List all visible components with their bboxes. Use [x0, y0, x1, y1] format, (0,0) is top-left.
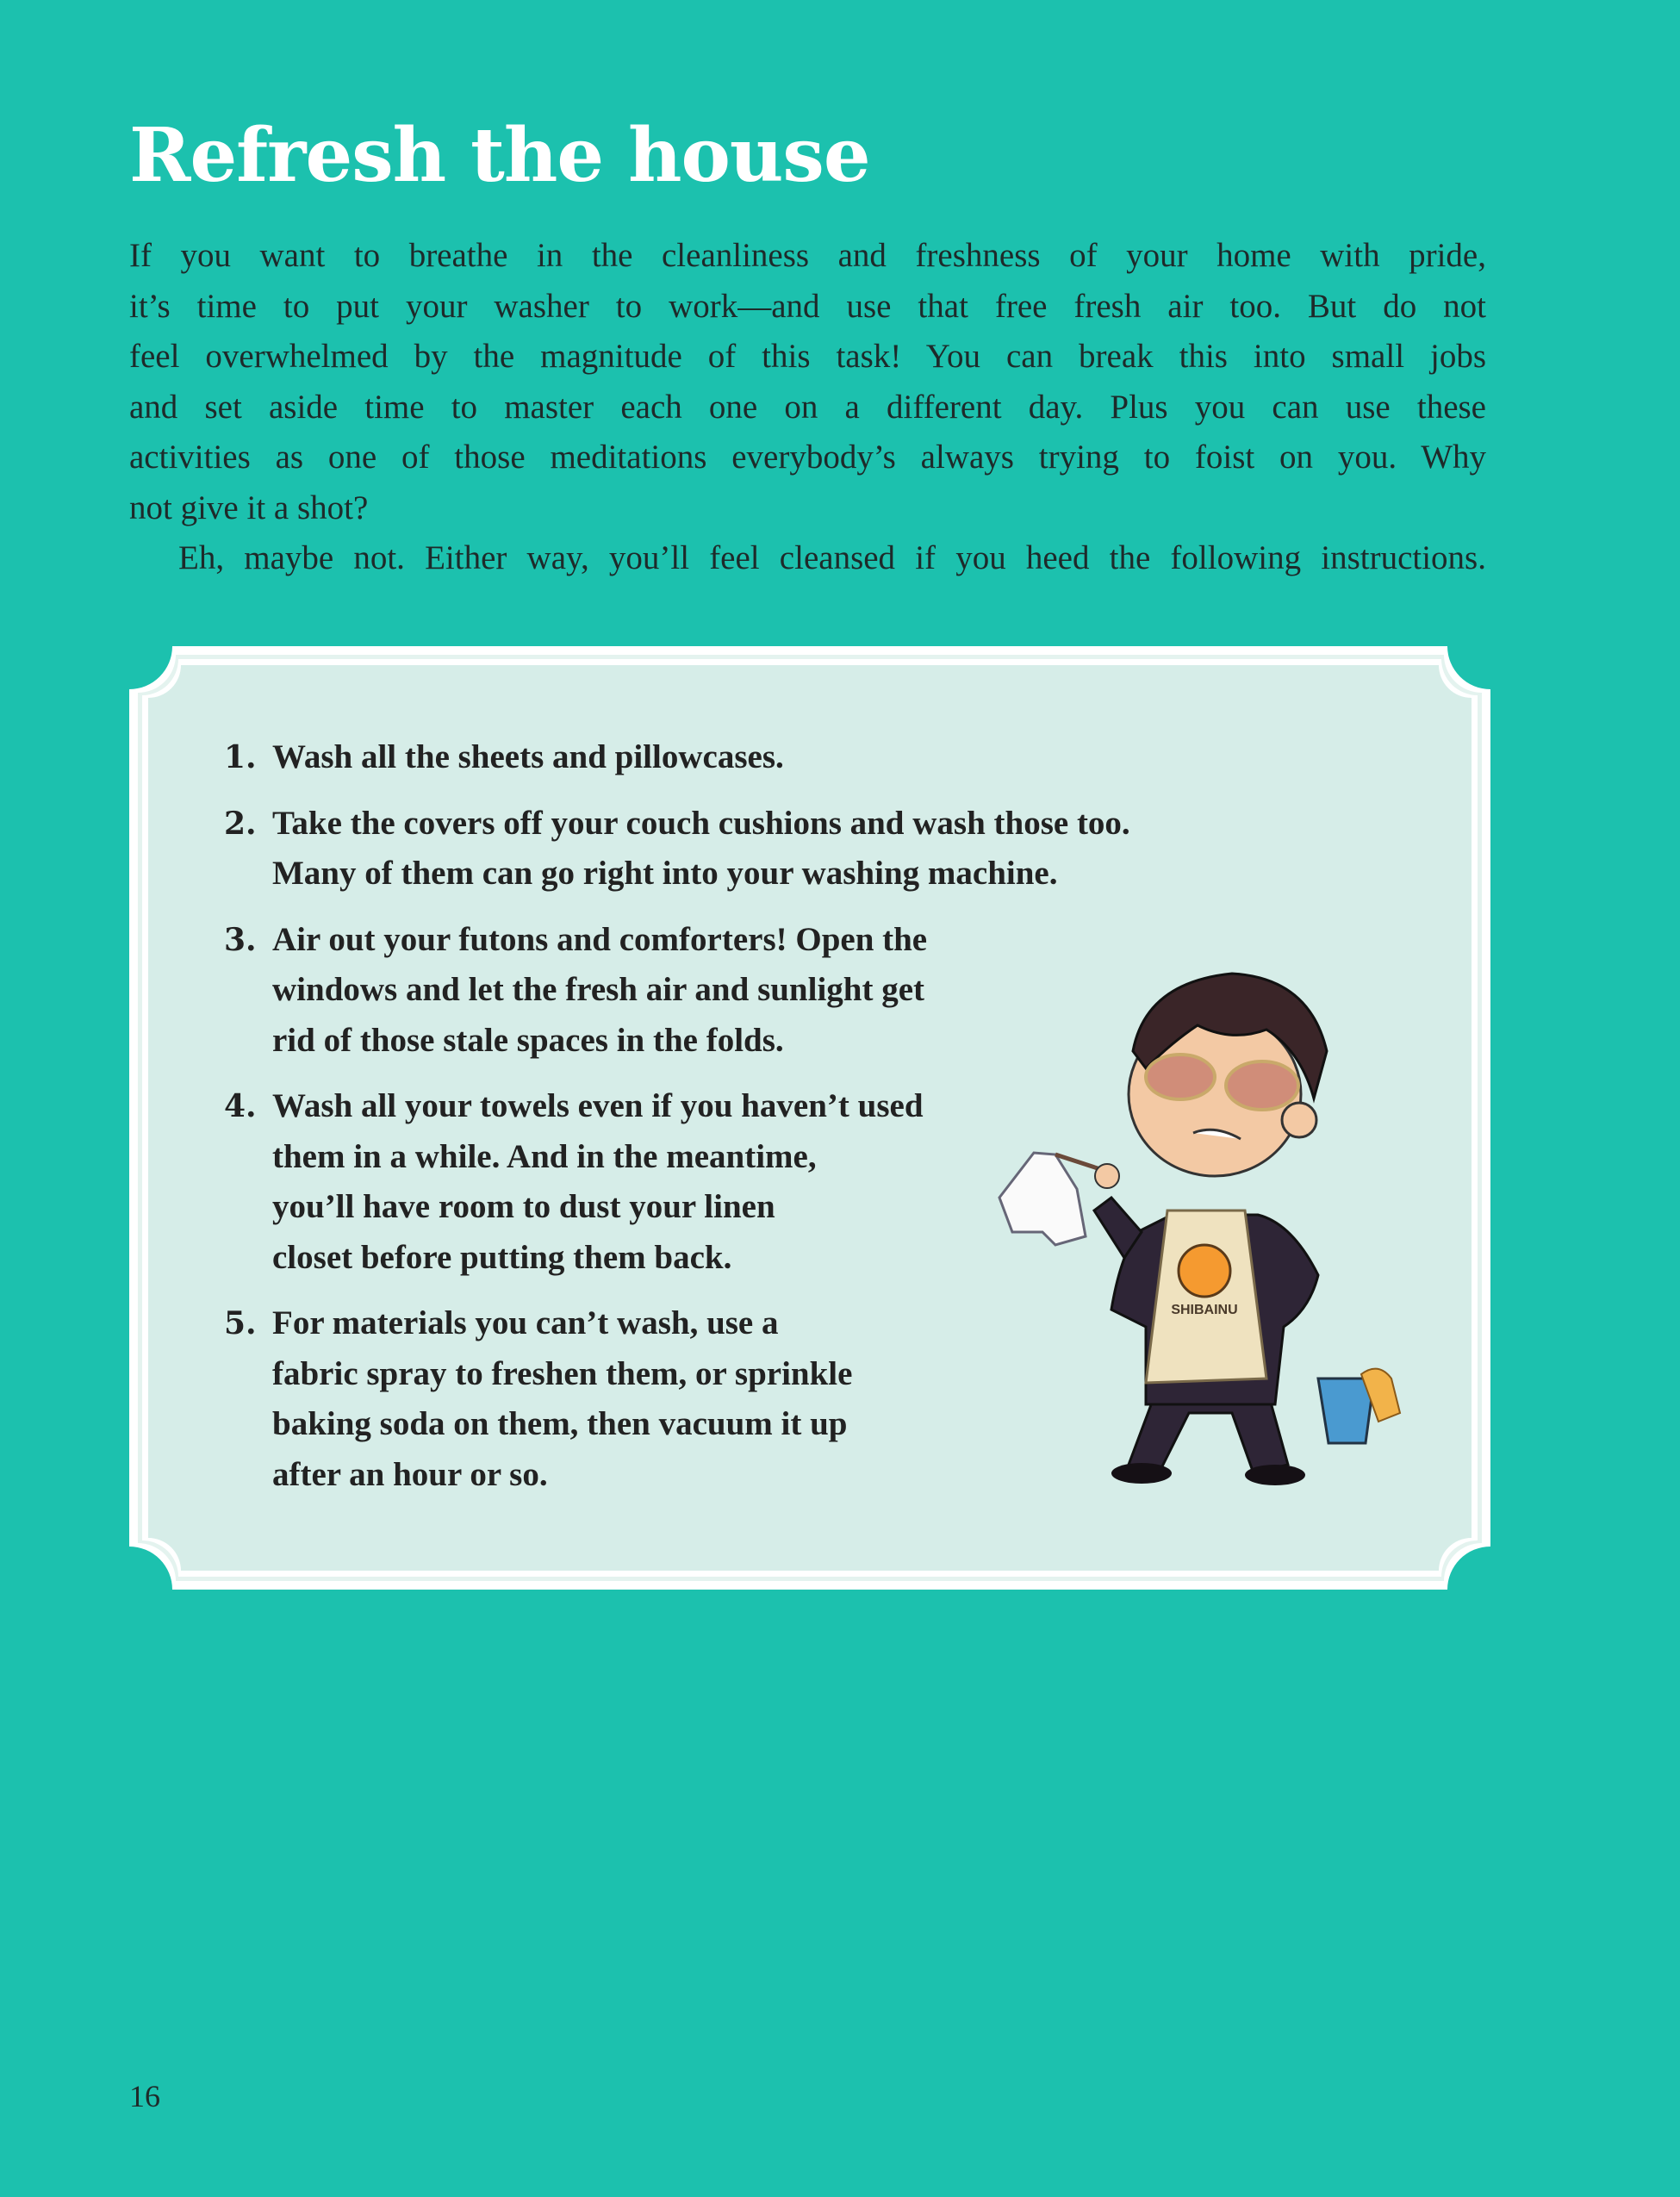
sunglasses-right	[1226, 1061, 1298, 1110]
list-number: 1.	[224, 739, 257, 775]
intro-line: not give it a shot?	[129, 489, 369, 526]
shiba-dog-logo	[1179, 1245, 1230, 1297]
list-line: rid of those stale spaces in the folds.	[272, 1021, 784, 1059]
page-number: 16	[129, 2079, 160, 2113]
intro-line: activities as one of those meditations everybody’s always trying to foist on you. Why	[129, 439, 1486, 476]
list-line: Many of them can go right into your washing machine.	[272, 855, 1058, 892]
list-line: Take the covers off your couch cushions and wash those too.	[272, 804, 1130, 842]
list-line: you’ll have room to dust your linen	[272, 1188, 775, 1225]
right-shoe	[1245, 1465, 1305, 1485]
white-cloth-icon	[999, 1153, 1086, 1245]
left-shoe	[1111, 1463, 1172, 1484]
list-number: 5.	[224, 1305, 257, 1341]
intro-second-paragraph: Eh, maybe not. Either way, you’ll feel cleansed if you heed the following instructions.	[178, 539, 1486, 576]
list-line: Wash all the sheets and pillowcases.	[272, 738, 784, 775]
list-item	[224, 732, 1130, 783]
list-line: Air out your futons and comforters! Open the	[272, 920, 928, 958]
page-title: Refresh the house	[129, 112, 870, 199]
intro-line: it’s time to put your washer to work—and use that free fresh air too. But do not	[129, 287, 1486, 325]
list-item	[224, 799, 1130, 899]
list-line: after an hour or so.	[272, 1455, 548, 1493]
list-line: baking soda on them, then vacuum it up	[272, 1405, 848, 1442]
list-line: Wash all your towels even if you haven’t used	[272, 1087, 924, 1124]
left-hand	[1095, 1164, 1119, 1188]
list-line: windows and let the fresh air and sunlight get	[272, 971, 925, 1008]
list-number: 3.	[224, 921, 257, 958]
list-line: For materials you can’t wash, use a	[272, 1304, 779, 1341]
list-number: 4.	[224, 1088, 257, 1124]
intro-line: If you want to breathe in the cleanliness and freshness of your home with pride,	[129, 237, 1486, 274]
list-line: closet before putting them back.	[272, 1238, 732, 1276]
intro-line: and set aside time to master each one on a different day. Plus you can use these	[129, 388, 1486, 426]
cleaning-man-illustration	[974, 948, 1422, 1508]
ear	[1282, 1103, 1316, 1137]
list-line: fabric spray to freshen them, or sprinkle	[272, 1354, 853, 1392]
list-line: them in a while. And in the meantime,	[272, 1137, 817, 1175]
sunglasses-left	[1146, 1055, 1215, 1099]
list-number: 2.	[224, 805, 257, 842]
intro-text	[129, 231, 1486, 584]
intro-line: feel overwhelmed by the magnitude of this task! You can break this into small jobs	[129, 338, 1486, 375]
apron-logo-text: SHIBAINU	[1171, 1303, 1238, 1317]
